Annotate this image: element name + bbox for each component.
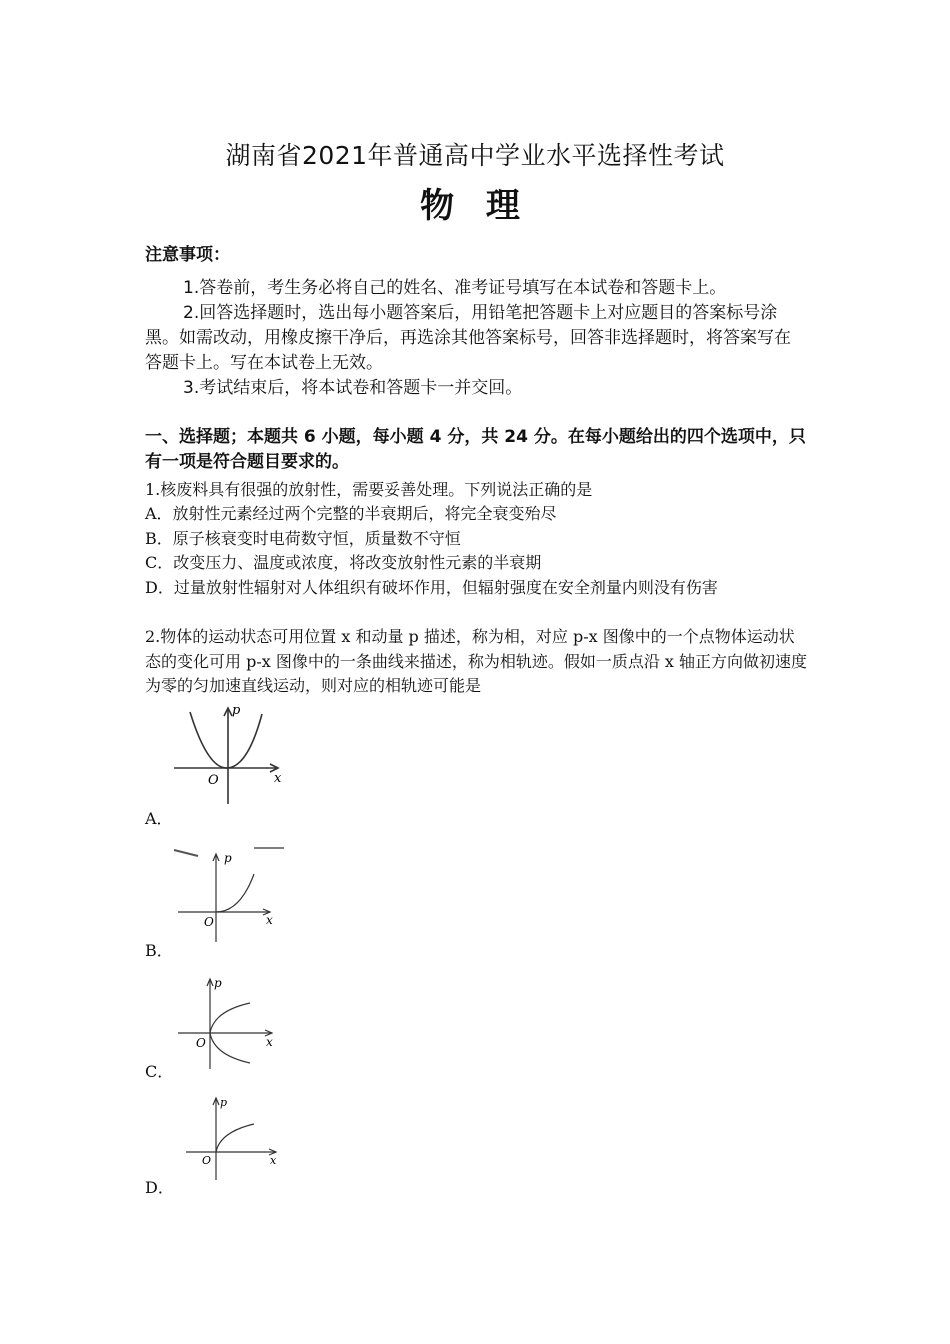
x-axis-label: x bbox=[274, 771, 282, 786]
scan-mark bbox=[174, 850, 198, 856]
x-axis-label: x bbox=[266, 1035, 273, 1049]
graph-option-a bbox=[168, 700, 288, 810]
notice-item-2: 2.回答选择题时，选出每小题答案后，用铅笔把答题卡上对应题目的答案标号涂黑。如需改动，用橡皮擦干净后，再选涂其他答案标号，回答非选择题时，将答案写在答题卡上。写在本试卷上无效。 bbox=[145, 303, 791, 373]
section-heading: 一、选择题；本题共 6 小题，每小题 4 分，共 24 分。在每小题给出的四个选项中，只有一项是符合题目要求的。 bbox=[145, 427, 806, 472]
question-1-option-c: C．改变压力、温度或浓度，将改变放射性元素的半衰期 bbox=[145, 553, 542, 572]
question-1-option-a: A．放射性元素经过两个完整的半衰期后，将完全衰变殆尽 bbox=[145, 504, 557, 523]
p-axis-label: p bbox=[224, 851, 232, 865]
origin-label: O bbox=[204, 915, 214, 929]
notice-item-3: 3.考试结束后，将本试卷和答题卡一并交回。 bbox=[183, 378, 523, 398]
question-1-stem: 1.核废料具有很强的放射性，需要妥善处理。下列说法正确的是 bbox=[145, 480, 593, 499]
graph-option-b bbox=[168, 842, 288, 948]
phase-curve bbox=[216, 874, 254, 912]
origin-label: O bbox=[208, 773, 219, 788]
p-axis-label: p bbox=[214, 976, 222, 990]
notice-item-1: 1.答卷前，考生务必将自己的姓名、准考证号填写在本试卷和答题卡上。 bbox=[183, 278, 727, 298]
phase-curve bbox=[190, 712, 262, 768]
p-axis-label: p bbox=[232, 703, 241, 718]
origin-label: O bbox=[202, 1154, 212, 1167]
question-1-option-d: D．过量放射性辐射对人体组织有破坏作用，但辐射强度在安全剂量内则没有伤害 bbox=[145, 578, 718, 597]
graph-option-c bbox=[168, 973, 288, 1073]
origin-label: O bbox=[196, 1036, 206, 1050]
phase-curve bbox=[216, 1124, 254, 1152]
question-2-stem: 2.物体的运动状态可用位置 x 和动量 p 描述，称为相，对应 p-x 图像中的一个点物体运动状态的变化可用 p-x 图像中的一条曲线来描述，称为相轨迹。假如一质点沿 x 轴正方向做初速度为零的匀加速直线运动，则对应的相轨迹可能是 bbox=[145, 627, 808, 695]
subject-title: 物 理 bbox=[420, 186, 530, 226]
notice-heading: 注意事项： bbox=[145, 245, 230, 265]
x-axis-label: x bbox=[270, 1154, 277, 1167]
exam-title: 湖南省2021年普通高中学业水平选择性考试 bbox=[225, 141, 725, 170]
option-label-c: C． bbox=[145, 1062, 174, 1081]
x-axis-label: x bbox=[266, 913, 273, 927]
option-label-a: A． bbox=[145, 809, 173, 828]
p-axis-label: p bbox=[220, 1096, 228, 1109]
graph-option-d bbox=[180, 1092, 290, 1184]
option-label-b: B． bbox=[145, 941, 173, 960]
question-1-option-b: B．原子核衰变时电荷数守恒，质量数不守恒 bbox=[145, 529, 461, 548]
option-label-d: D． bbox=[145, 1178, 174, 1197]
